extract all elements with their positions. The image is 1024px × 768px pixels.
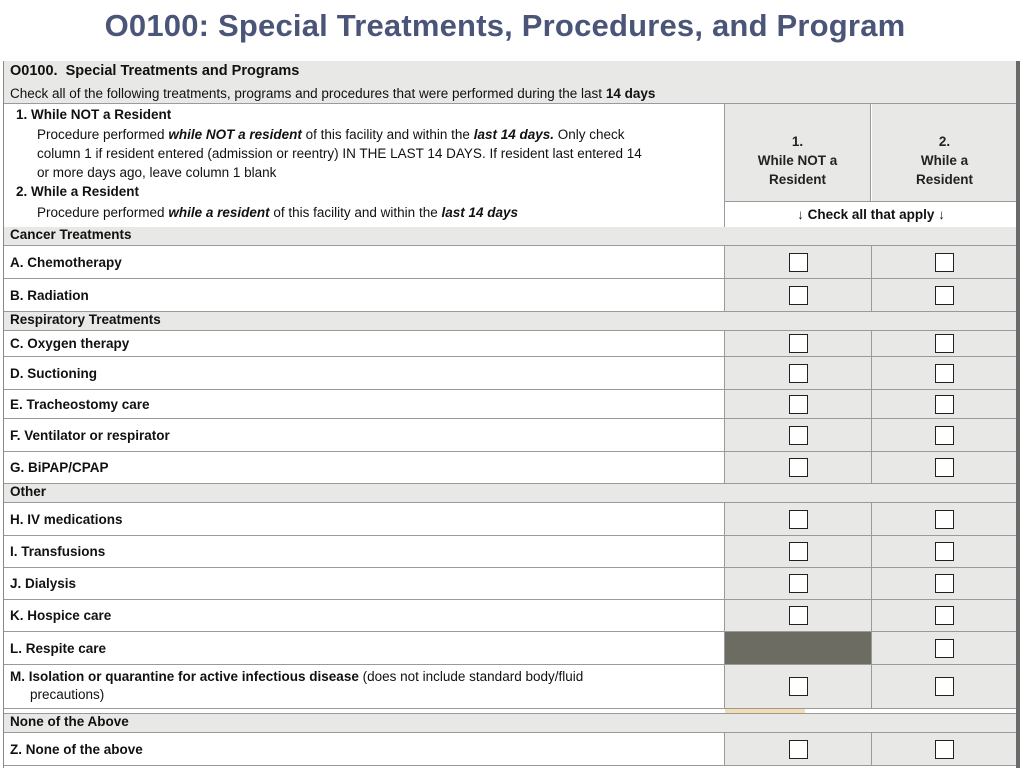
row-label: A. Chemotherapy xyxy=(4,246,725,278)
section-label: Cancer Treatments xyxy=(10,227,132,242)
row-i-transfusions xyxy=(4,536,1017,568)
row-label: F. Ventilator or respirator xyxy=(4,419,725,451)
checkbox-d-col1[interactable] xyxy=(789,364,808,383)
checkbox-z-col2[interactable] xyxy=(935,740,954,759)
row-b-radiation xyxy=(4,279,1017,312)
column-2-header xyxy=(872,104,1017,201)
row-j-dialysis xyxy=(4,568,1017,600)
row-label xyxy=(4,665,725,708)
row-label: Z. None of the above xyxy=(4,733,725,765)
col2-line1: While a xyxy=(920,153,969,168)
def2-d: last 14 days xyxy=(441,205,519,220)
row-label: B. Radiation xyxy=(4,279,725,311)
section-respiratory xyxy=(4,312,1017,331)
checkbox-b-col1[interactable] xyxy=(789,286,808,305)
column-1-header xyxy=(725,104,871,201)
row-e-tracheostomy xyxy=(4,390,1017,419)
instruction-text: Check all of the following treatments, programs and procedures that were performed during the last xyxy=(10,86,603,101)
slide-title: O0100: Special Treatments, Procedures, and Program xyxy=(104,8,906,43)
checkbox-d-col2[interactable] xyxy=(935,364,954,383)
check-all-label: Check all that apply xyxy=(807,207,935,222)
row-z-none xyxy=(4,733,1017,766)
checkbox-e-col1[interactable] xyxy=(789,395,808,414)
def1-c: of this facility and within the xyxy=(301,127,474,142)
checkbox-f-col2[interactable] xyxy=(935,426,954,445)
checkbox-l-col2[interactable] xyxy=(935,639,954,658)
checkbox-h-col2[interactable] xyxy=(935,510,954,529)
m-bold: M. Isolation or quarantine for active infectious disease xyxy=(10,669,359,684)
def1-e: Only check xyxy=(554,127,625,142)
section-other xyxy=(4,484,1017,503)
checkbox-h-col1[interactable] xyxy=(789,510,808,529)
col1-num: 1. xyxy=(791,134,804,149)
instruction-main xyxy=(10,86,655,101)
checkbox-a-col2[interactable] xyxy=(935,253,954,272)
checkbox-z-col1[interactable] xyxy=(789,740,808,759)
row-l-respite xyxy=(4,632,1017,665)
col2-line2: Resident xyxy=(915,172,973,187)
def1-d: last 14 days. xyxy=(473,127,555,142)
def2-c: of this facility and within the xyxy=(269,205,442,220)
def1-b: while NOT a resident xyxy=(168,127,302,142)
arrow-down-icon: ↓ xyxy=(797,207,804,222)
row-label: C. Oxygen therapy xyxy=(4,331,725,356)
shaded-cell-l-col1 xyxy=(725,632,872,664)
checkbox-k-col2[interactable] xyxy=(935,606,954,625)
checkbox-j-col1[interactable] xyxy=(789,574,808,593)
def1-line2: column 1 if resident entered (admission or reentry) IN THE LAST 14 DAYS. If resident last entered 14 xyxy=(37,146,642,161)
checkbox-k-col1[interactable] xyxy=(789,606,808,625)
column-definitions xyxy=(4,104,725,227)
col1-line2: Resident xyxy=(768,172,826,187)
form-header xyxy=(4,61,1017,104)
section-title: Special Treatments and Programs xyxy=(65,63,300,79)
row-label: J. Dialysis xyxy=(4,568,725,599)
checkbox-e-col2[interactable] xyxy=(935,395,954,414)
col2-num: 2. xyxy=(938,134,951,149)
instruction-days: 14 days xyxy=(605,86,656,101)
checkbox-g-col1[interactable] xyxy=(789,458,808,477)
row-g-bipap xyxy=(4,452,1017,484)
row-a-chemotherapy xyxy=(4,246,1017,279)
arrow-down-icon: ↓ xyxy=(938,207,945,222)
row-h-iv xyxy=(4,503,1017,536)
row-label: K. Hospice care xyxy=(4,600,725,631)
row-f-ventilator xyxy=(4,419,1017,452)
m-rest: (does not include standard body/fluid xyxy=(358,669,584,684)
checkbox-f-col1[interactable] xyxy=(789,426,808,445)
def2-heading: 2. While a Resident xyxy=(16,184,140,199)
checkbox-g-col2[interactable] xyxy=(935,458,954,477)
checkbox-a-col1[interactable] xyxy=(789,253,808,272)
checkbox-j-col2[interactable] xyxy=(935,574,954,593)
def2-a: Procedure performed xyxy=(37,205,169,220)
section-id: O0100. xyxy=(10,63,58,79)
checkbox-i-col2[interactable] xyxy=(935,542,954,561)
def2-text xyxy=(37,203,717,222)
section-label: Other xyxy=(10,484,47,499)
checkbox-m-col2[interactable] xyxy=(935,677,954,696)
row-label: H. IV medications xyxy=(4,503,725,535)
col1-line1: While NOT a xyxy=(757,153,838,168)
section-label: Respiratory Treatments xyxy=(10,312,161,327)
def1-a: Procedure performed xyxy=(37,127,169,142)
check-all-banner xyxy=(725,201,1017,228)
row-label: E. Tracheostomy care xyxy=(4,390,725,418)
def1-line3: or more days ago, leave column 1 blank xyxy=(37,165,277,180)
row-c-oxygen xyxy=(4,331,1017,357)
def2-b: while a resident xyxy=(168,205,270,220)
def1-heading: 1. While NOT a Resident xyxy=(16,107,172,122)
o0100-form xyxy=(3,61,1020,768)
row-k-hospice xyxy=(4,600,1017,632)
row-label: L. Respite care xyxy=(4,632,725,664)
checkbox-b-col2[interactable] xyxy=(935,286,954,305)
checkbox-c-col2[interactable] xyxy=(935,334,954,353)
section-label: None of the Above xyxy=(10,714,129,729)
m-line2: precautions) xyxy=(30,687,105,702)
row-label: D. Suctioning xyxy=(4,357,725,389)
def1-text xyxy=(37,125,717,144)
row-m-isolation xyxy=(4,665,1017,709)
checkbox-i-col1[interactable] xyxy=(789,542,808,561)
section-heading xyxy=(10,63,299,79)
section-none xyxy=(4,713,1017,733)
row-d-suctioning xyxy=(4,357,1017,390)
checkbox-c-col1[interactable] xyxy=(789,334,808,353)
row-label: G. BiPAP/CPAP xyxy=(4,452,725,483)
section-cancer xyxy=(4,227,1017,246)
row-label: I. Transfusions xyxy=(4,536,725,567)
checkbox-m-col1[interactable] xyxy=(789,677,808,696)
